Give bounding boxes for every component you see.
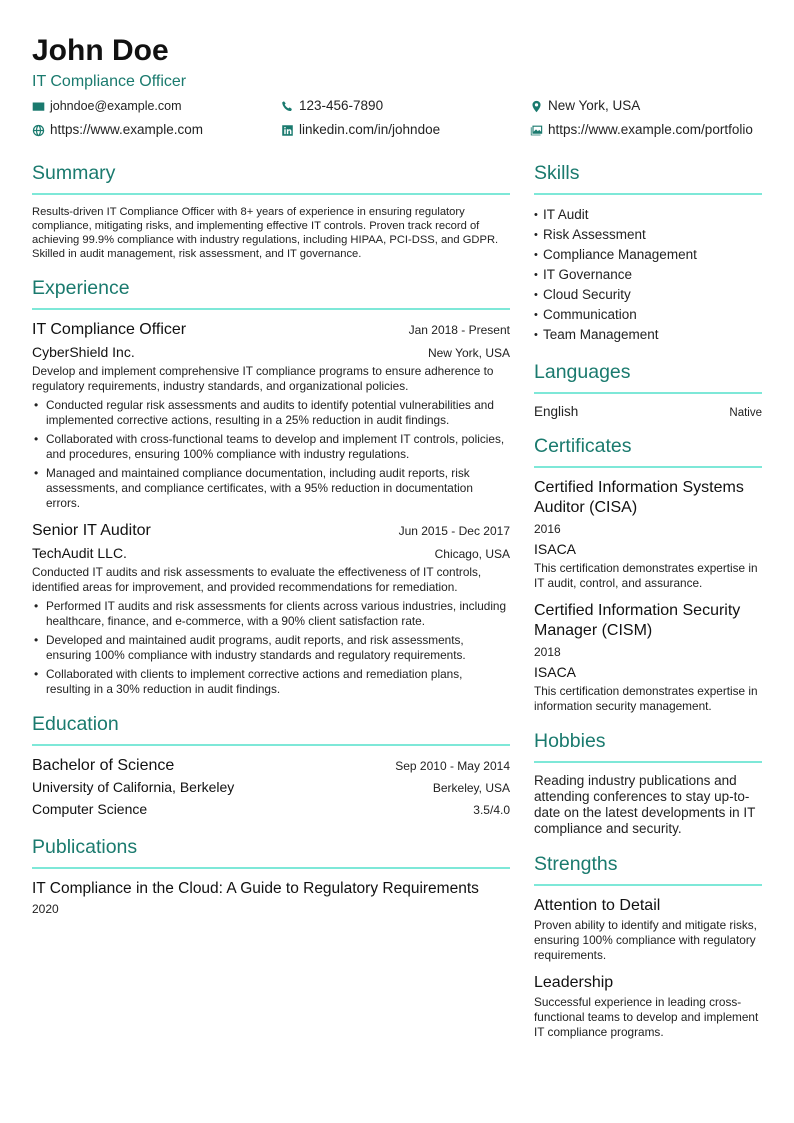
hobbies-section — [534, 728, 762, 837]
globe-icon — [32, 124, 45, 137]
contact-info — [32, 98, 762, 138]
portfolio-text: https://www.example.com/portfolio — [548, 122, 753, 137]
linkedin-icon — [281, 124, 294, 137]
strengths-section — [534, 851, 762, 1040]
envelope-icon — [32, 100, 45, 113]
skill-item: • Team Management — [534, 325, 762, 345]
section-divider — [32, 744, 510, 746]
skill-item: • IT Audit — [534, 205, 762, 225]
language-level: Native — [729, 407, 762, 419]
school-name: University of California, Berkeley — [32, 779, 235, 795]
left-column — [32, 160, 510, 1054]
school-location: Berkeley, USA — [432, 781, 510, 795]
certificate-title: Certified Information Systems Auditor (CISA) — [534, 479, 744, 516]
hobbies-text: Reading industry publications and attending conferences to stay up-to-date on the latest developments in IT compliance and security. — [534, 773, 756, 836]
contact-phone[interactable] — [281, 98, 530, 114]
section-title-publications: Publications — [32, 836, 138, 858]
skill-item: • Cloud Security — [534, 285, 762, 305]
contact-email[interactable] — [32, 98, 281, 114]
achievement-item: • Collaborated with clients to implement corrective actions and remediation plans, resulting in a 30% reduction in audit findings. — [32, 667, 510, 697]
publications-section — [32, 834, 510, 916]
location-text: New York, USA — [548, 98, 641, 113]
linkedin-text: linkedin.com/in/johndoe — [299, 122, 441, 137]
job-location: New York, USA — [427, 346, 510, 360]
right-column — [534, 160, 762, 1054]
certificate-issuer: ISACA — [534, 664, 577, 680]
summary-text: Results-driven IT Compliance Officer with 8+ years of experience in ensuring regulatory compliance, mitigating risks, and implementing effective IT controls. Proven track record of achieving 99.9% compliance with industry regulations, including HIPAA, PCI-DSS, and GDPR. Skilled in audit management, risk assessment, and IT governance. — [32, 206, 499, 260]
achievement-item: • Performed IT audits and risk assessments for clients across various industries, including healthcare, finance, and e-commerce, with a 90% client satisfaction rate. — [32, 599, 510, 629]
degree-name: Bachelor of Science — [32, 757, 175, 774]
section-divider — [534, 193, 762, 195]
company-name: CyberShield Inc. — [32, 344, 135, 360]
section-title-certificates: Certificates — [534, 435, 632, 457]
languages-section — [534, 359, 762, 419]
email-text: johndoe@example.com — [50, 99, 182, 113]
section-title-hobbies: Hobbies — [534, 730, 606, 752]
gpa: 3.5/4.0 — [473, 803, 510, 817]
skills-list — [534, 205, 762, 345]
section-divider — [534, 466, 762, 468]
certificate-year: 2016 — [534, 522, 561, 536]
job-dates: Jun 2015 - Dec 2017 — [398, 524, 510, 538]
map-pin-icon — [530, 100, 543, 113]
resume-header — [32, 34, 762, 138]
section-divider — [32, 867, 510, 869]
language-name: English — [534, 404, 579, 419]
language-item — [534, 404, 762, 419]
skill-item: • Communication — [534, 305, 762, 325]
job-description: Conducted IT audits and risk assessments to evaluate the effectiveness of IT controls, identified areas for improvement, and provided recommendations for remediation. — [32, 565, 482, 594]
experience-entry — [32, 521, 510, 697]
contact-website[interactable] — [32, 122, 281, 138]
resume-page — [32, 34, 762, 1054]
certificate-entry — [534, 478, 762, 591]
strength-entry — [534, 896, 762, 963]
section-title-skills: Skills — [534, 162, 580, 184]
strength-title: Attention to Detail — [534, 897, 661, 914]
candidate-headline: IT Compliance Officer — [32, 73, 187, 90]
section-divider — [534, 761, 762, 763]
company-name: TechAudit LLC. — [32, 545, 127, 561]
section-divider — [32, 193, 510, 195]
contact-location — [530, 98, 762, 114]
website-text: https://www.example.com — [50, 122, 204, 137]
job-achievements — [32, 599, 510, 697]
experience-entry — [32, 320, 510, 511]
certificate-description: This certification demonstrates expertise in IT audit, control, and assurance. — [534, 561, 758, 590]
publication-title: IT Compliance in the Cloud: A Guide to Regulatory Requirements — [32, 880, 479, 897]
skill-item: • Risk Assessment — [534, 225, 762, 245]
section-title-experience: Experience — [32, 277, 130, 299]
achievement-item: • Managed and maintained compliance documentation, including audit reports, risk assessments, and compliance certificates, with a 95% reduction in documentation errors. — [32, 466, 510, 511]
job-location: Chicago, USA — [434, 547, 510, 561]
section-divider — [32, 308, 510, 310]
certificate-year: 2018 — [534, 645, 561, 659]
summary-section — [32, 160, 510, 261]
section-divider — [534, 884, 762, 886]
education-section — [32, 711, 510, 820]
publication-year: 2020 — [32, 902, 59, 916]
job-description: Develop and implement comprehensive IT compliance programs to ensure adherence to regulatory requirements, industry standards, and organizational policies. — [32, 364, 494, 393]
certificates-section — [534, 433, 762, 714]
section-title-education: Education — [32, 713, 119, 735]
strength-entry — [534, 973, 762, 1040]
field-of-study: Computer Science — [32, 801, 148, 817]
job-achievements — [32, 398, 510, 511]
candidate-name: John Doe — [32, 34, 169, 67]
experience-section — [32, 275, 510, 697]
certificate-title: Certified Information Security Manager (CISM) — [534, 602, 741, 639]
education-dates: Sep 2010 - May 2014 — [395, 759, 510, 773]
section-title-languages: Languages — [534, 361, 631, 383]
job-title: IT Compliance Officer — [32, 321, 187, 338]
certificate-issuer: ISACA — [534, 541, 577, 557]
job-dates: Jan 2018 - Present — [408, 323, 510, 337]
image-gallery-icon — [530, 124, 543, 137]
phone-text: 123-456-7890 — [299, 98, 384, 113]
phone-icon — [281, 100, 294, 113]
contact-portfolio[interactable] — [530, 122, 762, 138]
job-title: Senior IT Auditor — [32, 522, 151, 539]
skill-item: • IT Governance — [534, 265, 762, 285]
section-title-summary: Summary — [32, 162, 116, 184]
section-divider — [534, 392, 762, 394]
certificate-entry — [534, 601, 762, 714]
strength-description: Proven ability to identify and mitigate risks, ensuring 100% compliance with regulatory requirements. — [534, 918, 757, 962]
certificate-description: This certification demonstrates expertise in information security management. — [534, 684, 758, 713]
skill-item: • Compliance Management — [534, 245, 762, 265]
skills-section — [534, 160, 762, 345]
strength-title: Leadership — [534, 974, 614, 991]
achievement-item: • Developed and maintained audit programs, audit reports, and risk assessments, ensuring 100% compliance with industry standards and regulatory requirements. — [32, 633, 510, 663]
strength-description: Successful experience in leading cross-functional teams to develop and implement IT compliance programs. — [534, 995, 759, 1039]
section-title-strengths: Strengths — [534, 853, 618, 875]
achievement-item: • Conducted regular risk assessments and audits to identify potential vulnerabilities and implemented corrective actions, resulting in a 25% reduction in audit findings. — [32, 398, 510, 428]
contact-linkedin[interactable] — [281, 122, 530, 138]
achievement-item: • Collaborated with cross-functional teams to develop and implement IT controls, policies, and procedures, ensuring 100% compliance with industry regulations. — [32, 432, 510, 462]
resume-body — [32, 160, 762, 1054]
